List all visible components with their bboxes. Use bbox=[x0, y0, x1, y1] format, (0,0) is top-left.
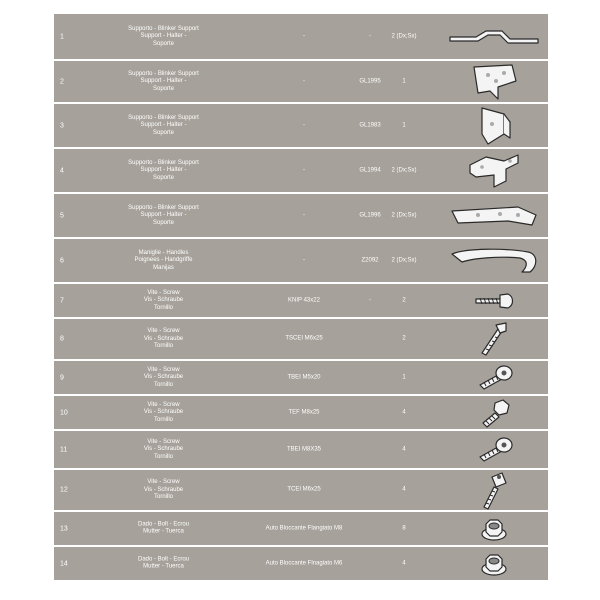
item-quantity: 1 bbox=[402, 77, 406, 84]
description-line: Supporto - Blinker Support bbox=[128, 70, 199, 77]
item-description bbox=[116, 204, 211, 227]
description-line: Vis - Schraube bbox=[143, 445, 184, 452]
item-number: 1 bbox=[60, 32, 64, 40]
item-specification: - bbox=[303, 32, 305, 39]
description-line: Vite - Screw bbox=[147, 366, 180, 373]
countersunk-screw-icon bbox=[444, 317, 544, 361]
table-row bbox=[54, 470, 548, 510]
table-row bbox=[54, 396, 548, 429]
item-number: 11 bbox=[60, 445, 68, 453]
table-row bbox=[54, 361, 548, 394]
description-line: Vis - Schraube bbox=[143, 486, 184, 493]
table-row bbox=[54, 149, 548, 192]
table-row bbox=[54, 547, 548, 580]
description-line: Vite - Screw bbox=[147, 478, 180, 485]
description-line: Tornillo bbox=[153, 416, 173, 423]
description-line: Dado - Bolt - Ecrou bbox=[137, 521, 190, 527]
table-row bbox=[54, 284, 548, 317]
item-description bbox=[116, 249, 211, 272]
description-line: Tornillo bbox=[153, 453, 173, 460]
table-row bbox=[54, 104, 548, 147]
plate-bracket-icon bbox=[444, 60, 544, 104]
item-description bbox=[116, 556, 211, 571]
item-specification: TBEI M5x20 bbox=[287, 373, 321, 380]
description-line: Support - Halter - bbox=[140, 211, 187, 218]
item-description bbox=[116, 25, 211, 48]
item-description bbox=[116, 159, 211, 182]
item-quantity: 1 bbox=[402, 121, 406, 128]
item-specification: - bbox=[303, 121, 305, 128]
description-line: Soporte bbox=[152, 40, 174, 47]
description-line: Poignees - Handgriffe bbox=[134, 256, 193, 263]
table-row bbox=[54, 239, 548, 282]
item-description bbox=[116, 366, 211, 389]
description-line: Manijas bbox=[153, 264, 174, 271]
parts-table bbox=[54, 14, 548, 582]
description-line: Supporto - Blinker Support bbox=[128, 25, 199, 32]
description-line: Support - Halter - bbox=[140, 77, 187, 84]
item-specification: Auto Bloccante Flnagiato M6 bbox=[265, 559, 343, 566]
item-description bbox=[116, 479, 211, 502]
item-code: GL1996 bbox=[359, 211, 381, 218]
description-line: Maniglie - Handles bbox=[138, 249, 189, 256]
description-line: Support - Halter - bbox=[140, 32, 187, 39]
table-row bbox=[54, 512, 548, 545]
description-line: Vite - Screw bbox=[147, 438, 180, 445]
item-number: 10 bbox=[60, 408, 68, 416]
description-line: Soporte bbox=[152, 129, 174, 136]
item-description bbox=[116, 401, 211, 424]
bent-bar-bracket-icon bbox=[444, 15, 544, 59]
table-row bbox=[54, 61, 548, 102]
description-line: Vis - Schraube bbox=[143, 296, 184, 303]
description-line: Support - Halter - bbox=[140, 166, 187, 173]
item-quantity: 4 bbox=[402, 445, 406, 452]
item-specification: - bbox=[303, 166, 305, 173]
description-line: Supporto - Blinker Support bbox=[128, 159, 199, 166]
description-line: Support - Halter - bbox=[140, 121, 187, 128]
item-specification: - bbox=[303, 211, 305, 218]
description-line: Tornillo bbox=[153, 342, 173, 349]
item-description bbox=[116, 70, 211, 93]
item-number: 4 bbox=[60, 166, 64, 174]
item-quantity: 4 bbox=[402, 559, 406, 566]
item-quantity: 2 bbox=[402, 335, 406, 342]
description-line: Vite - Screw bbox=[147, 289, 180, 296]
item-quantity: 4 bbox=[402, 408, 406, 415]
item-description bbox=[116, 114, 211, 137]
description-line: Tornillo bbox=[153, 493, 173, 500]
item-specification: TCEI M6x25 bbox=[287, 486, 321, 493]
item-description bbox=[116, 438, 211, 461]
description-line: Soporte bbox=[152, 219, 174, 226]
item-quantity: 8 bbox=[402, 524, 406, 531]
description-line: Vis - Schraube bbox=[143, 335, 184, 342]
stepped-bracket-icon bbox=[444, 149, 544, 193]
socket-cap-screw-icon bbox=[444, 468, 544, 512]
handle-icon bbox=[444, 239, 544, 283]
item-specification: TBEI M8X35 bbox=[286, 445, 321, 452]
description-line: Supporto - Blinker Support bbox=[128, 114, 199, 121]
item-code: - bbox=[369, 296, 371, 303]
angle-bracket-icon bbox=[444, 104, 544, 148]
item-specification: Auto Bloccante Flangiato M8 bbox=[265, 524, 343, 531]
table-row bbox=[54, 319, 548, 359]
description-line: Vite - Screw bbox=[147, 327, 180, 334]
item-number: 7 bbox=[60, 296, 64, 304]
description-line: Tornillo bbox=[153, 304, 173, 311]
item-code: GL1994 bbox=[359, 166, 381, 173]
description-line: Dado - Bolt - Ecrou bbox=[137, 556, 190, 562]
description-line: Tornillo bbox=[153, 381, 173, 388]
description-line: Mutter - Tuerca bbox=[143, 563, 184, 570]
item-number: 8 bbox=[60, 335, 64, 343]
item-code: GL1995 bbox=[359, 77, 381, 84]
item-code: Z2092 bbox=[361, 256, 379, 263]
item-number: 14 bbox=[60, 559, 68, 567]
description-line: Soporte bbox=[152, 174, 174, 181]
description-line: Supporto - Blinker Support bbox=[128, 204, 199, 211]
button-head-screw-icon bbox=[444, 428, 544, 472]
self-tapping-screw-icon bbox=[444, 279, 544, 323]
item-description bbox=[116, 328, 211, 351]
item-description bbox=[116, 289, 211, 312]
description-line: Mutter - Tuerca bbox=[143, 528, 184, 535]
item-specification: - bbox=[303, 256, 305, 263]
table-row bbox=[54, 14, 548, 59]
item-quantity: 2 bbox=[402, 296, 406, 303]
item-number: 5 bbox=[60, 211, 64, 219]
item-number: 2 bbox=[60, 77, 64, 85]
item-code: GL1983 bbox=[359, 121, 381, 128]
item-quantity: 2 (Dx;Sx) bbox=[391, 256, 417, 263]
item-number: 13 bbox=[60, 524, 68, 532]
item-number: 3 bbox=[60, 121, 64, 129]
item-specification: KNIP 43x22 bbox=[288, 296, 320, 303]
table-row bbox=[54, 194, 548, 237]
item-specification: TSCEI M6x25 bbox=[285, 335, 323, 342]
item-quantity: 2 (Dx;Sx) bbox=[391, 211, 417, 218]
item-quantity: 2 (Dx;Sx) bbox=[391, 32, 417, 39]
description-line: Soporte bbox=[152, 85, 174, 92]
item-number: 9 bbox=[60, 373, 64, 381]
item-quantity: 4 bbox=[402, 486, 406, 493]
item-number: 6 bbox=[60, 256, 64, 264]
item-specification: - bbox=[303, 77, 305, 84]
description-line: Vite - Screw bbox=[147, 401, 180, 408]
table-row bbox=[54, 431, 548, 468]
item-number: 12 bbox=[60, 486, 68, 494]
flat-plate-bracket-icon bbox=[444, 194, 544, 238]
item-code: - bbox=[369, 32, 371, 39]
description-line: Vis - Schraube bbox=[143, 408, 184, 415]
item-specification: TEF M8x25 bbox=[288, 408, 320, 415]
item-description bbox=[116, 521, 211, 536]
item-quantity: 2 (Dx;Sx) bbox=[391, 166, 417, 173]
description-line: Vis - Schraube bbox=[143, 373, 184, 380]
flange-nut-icon bbox=[444, 542, 544, 586]
item-quantity: 1 bbox=[402, 373, 406, 380]
